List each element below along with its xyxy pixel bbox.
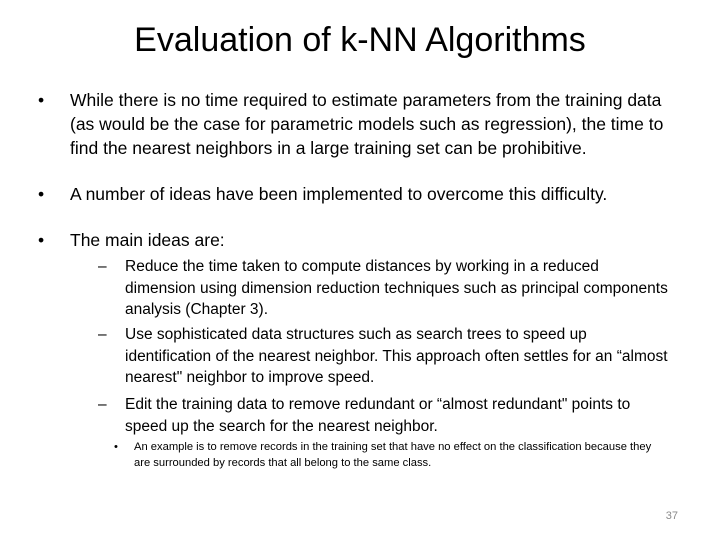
sub-sub-bullet-item [114, 440, 659, 471]
bullet-marker: • [38, 230, 45, 250]
sub-bullet-marker: – [98, 258, 107, 275]
slide-title: Evaluation of k-NN Algorithms [134, 21, 586, 59]
sub-bullet-marker: – [98, 326, 107, 343]
bullet-item [38, 228, 668, 252]
sub-bullet-text: Use sophisticated data structures such as search trees to speed up identification of the nearest neighbor. This approach often settles for an “almost nearest" neighbor to improve speed. [125, 326, 668, 386]
sub-sub-bullet-marker: • [114, 441, 118, 453]
bullet-marker: • [38, 90, 45, 110]
bullet-text: The main ideas are: [70, 230, 225, 250]
sub-sub-bullet-text: An example is to remove records in the training set that have no effect on the classification because they are surrounded by records that all belong to the same class. [134, 441, 652, 469]
bullet-item [38, 182, 668, 206]
bullet-text: A number of ideas have been implemented to overcome this difficulty. [70, 184, 608, 204]
sub-bullet-item [98, 256, 668, 321]
sub-bullet-item [98, 394, 668, 437]
sub-bullet-marker: – [98, 396, 107, 413]
sub-bullet-text: Edit the training data to remove redundant or “almost redundant" points to speed up the search for the nearest neighbor. [125, 396, 631, 435]
bullet-marker: • [38, 184, 45, 204]
bullet-text: While there is no time required to estimate parameters from the training data (as would be the case for parametric models such as regression), the time to find the nearest neighbors in a large training set can be prohibitive. [70, 90, 664, 158]
bullet-item [38, 88, 668, 160]
sub-bullet-item [98, 324, 668, 389]
sub-bullet-text: Reduce the time taken to compute distances by working in a reduced dimension using dimension reduction techniques such as principal components analysis (Chapter 3). [125, 258, 668, 318]
page-number: 37 [665, 510, 678, 522]
